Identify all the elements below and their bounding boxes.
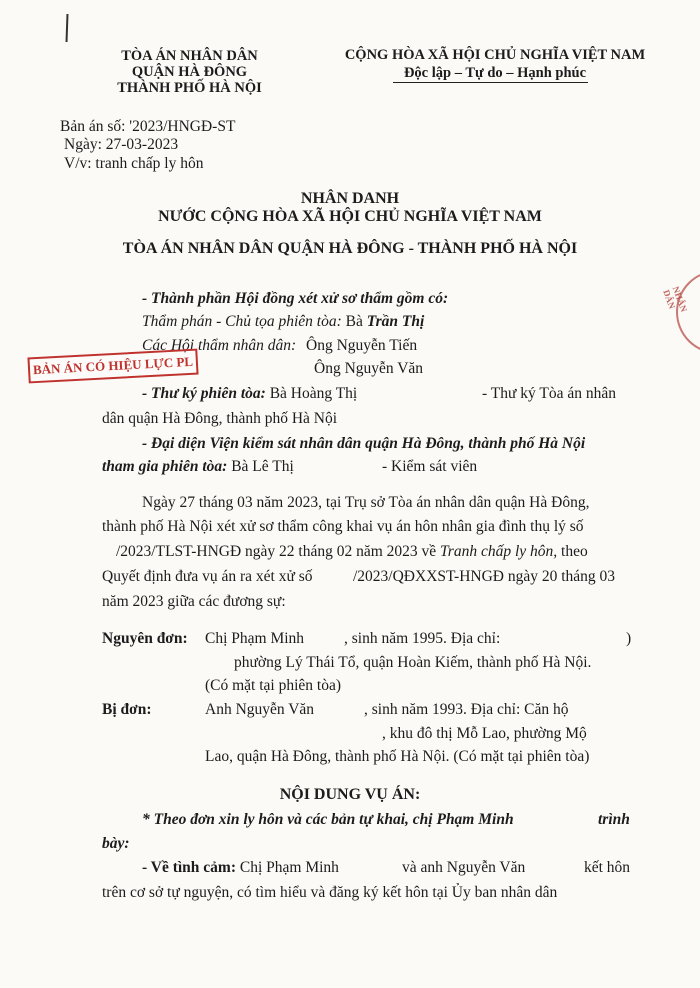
title-court: TÒA ÁN NHÂN DÂN QUẬN HÀ ĐÔNG - THÀNH PHỐ HÀ NỘI [122,240,578,257]
case-subject: V/v: tranh chấp ly hôn [64,155,204,172]
intro-line-5: năm 2023 giữa các đương sự: [102,593,286,610]
content-para2a: - Về tình cảm: [142,859,236,876]
judge-name: Trần Thị [366,313,425,330]
intro-line-3a: /2023/TLST-HNGĐ ngày 22 tháng 02 năm 2023 về [116,543,437,560]
juror-2: Ông Nguyễn Văn [314,360,424,377]
content-para2c: và anh Nguyễn Văn [402,859,526,876]
court-header [82,48,297,96]
intro-line-1: Ngày 27 tháng 03 năm 2023, tại Trụ sở Tòa án nhân dân quận Hà Đông, [142,494,590,511]
juror-1: Ông Nguyễn Tiến [306,337,418,354]
procuracy-label: - Đại diện Viện kiểm sát nhân dân quận Hà Đông, thành phố Hà Nội [142,435,586,452]
defendant-name: Anh Nguyễn Văn [205,701,315,718]
jurors-label: Các Hội thẩm nhân dân: [142,337,297,354]
content-heading: NỘI DUNG VỤ ÁN: [279,786,421,803]
title-nhan-danh: NHÂN DANH [300,190,400,207]
seal-text: NHÂN DÂN [661,285,690,314]
content-para1c: bày: [102,835,130,852]
procuracy-role: - Kiểm sát viên [382,458,478,475]
scan-mark [66,14,69,42]
content-para1a: * Theo đơn xin ly hôn và các bản tự khai, chị Phạm Minh [142,811,514,828]
case-date: Ngày: 27-03-2023 [64,136,179,153]
content-para2d: kết hôn [584,859,631,876]
court-line-1: TÒA ÁN NHÂN DÂN [121,48,258,64]
clerk-role-cont: dân quận Hà Đông, thành phố Hà Nội [102,410,338,427]
clerk-line [142,385,357,403]
plaintiff-label: Nguyên đơn: [102,630,188,647]
nation-header [335,46,655,82]
content-para2b: Chị Phạm Minh [239,859,339,876]
procuracy-name: Bà Lê Thị [231,458,294,475]
content-para2-line [142,859,339,877]
content-para1b: trình [598,811,630,828]
defendant-address: , khu đô thị Mỗ Lao, phường Mộ [382,725,587,742]
defendant-label: Bị đơn: [102,701,152,718]
clerk-label: - Thư ký phiên tòa: [142,385,266,402]
validity-stamp: BẢN ÁN CÓ HIỆU LỰC PL [27,349,198,384]
clerk-name: Bà Hoàng Thị [269,385,358,402]
case-number: Bản án số: '2023/HNGĐ-ST [60,118,236,135]
title-nation: NƯỚC CỘNG HÒA XÃ HỘI CHỦ NGHĨA VIỆT NAM [158,208,542,225]
judge-prefix: Bà [345,313,363,330]
motto-underline [393,82,588,83]
judge-line [142,313,424,331]
content-para2e: trên cơ sở tự nguyện, có tìm hiểu và đăng ký kết hôn tại Ủy ban nhân dân [102,884,558,901]
intro-line-4a: Quyết định đưa vụ án ra xét xử số [102,568,313,585]
court-line-3: THÀNH PHỐ HÀ NỘI [117,80,262,96]
intro-line-2: thành phố Hà Nội xét xử sơ thẩm công khai vụ án hôn nhân gia đình thụ lý số [102,518,584,535]
nation-line-1: CỘNG HÒA XÃ HỘI CHỦ NGHĨA VIỆT NAM [344,47,646,63]
plaintiff-name: Chị Phạm Minh [205,630,305,647]
plaintiff-address: phường Lý Thái Tổ, quận Hoàn Kiếm, thành phố Hà Nội. [234,654,592,671]
intro-line-3c: theo [561,543,588,560]
judge-label: Thẩm phán - Chủ tọa phiên tòa: [142,313,342,330]
intro-line-4b: /2023/QĐXXST-HNGĐ ngày 20 tháng 03 [353,568,616,585]
procuracy-line [102,458,294,476]
nation-motto: Độc lập – Tự do – Hạnh phúc [403,65,587,81]
defendant-address-2: Lao, quận Hà Đông, thành phố Hà Nội. (Có mặt tại phiên tòa) [205,748,590,765]
court-line-2: QUẬN HÀ ĐÔNG [131,64,248,80]
procuracy-label-2: tham gia phiên tòa: [102,458,228,475]
plaintiff-presence: (Có mặt tại phiên tòa) [205,677,342,694]
clerk-role: - Thư ký Tòa án nhân [482,385,616,402]
plaintiff-birth: , sinh năm 1995. Địa chỉ: [344,630,501,647]
intro-line-3 [116,543,588,561]
plaintiff-paren: ) [626,630,632,647]
panel-heading: - Thành phần Hội đồng xét xử sơ thẩm gồm có: [142,290,449,307]
defendant-birth: , sinh năm 1993. Địa chỉ: Căn hộ [364,701,569,718]
intro-line-3b: Tranh chấp ly hôn, [440,543,558,560]
